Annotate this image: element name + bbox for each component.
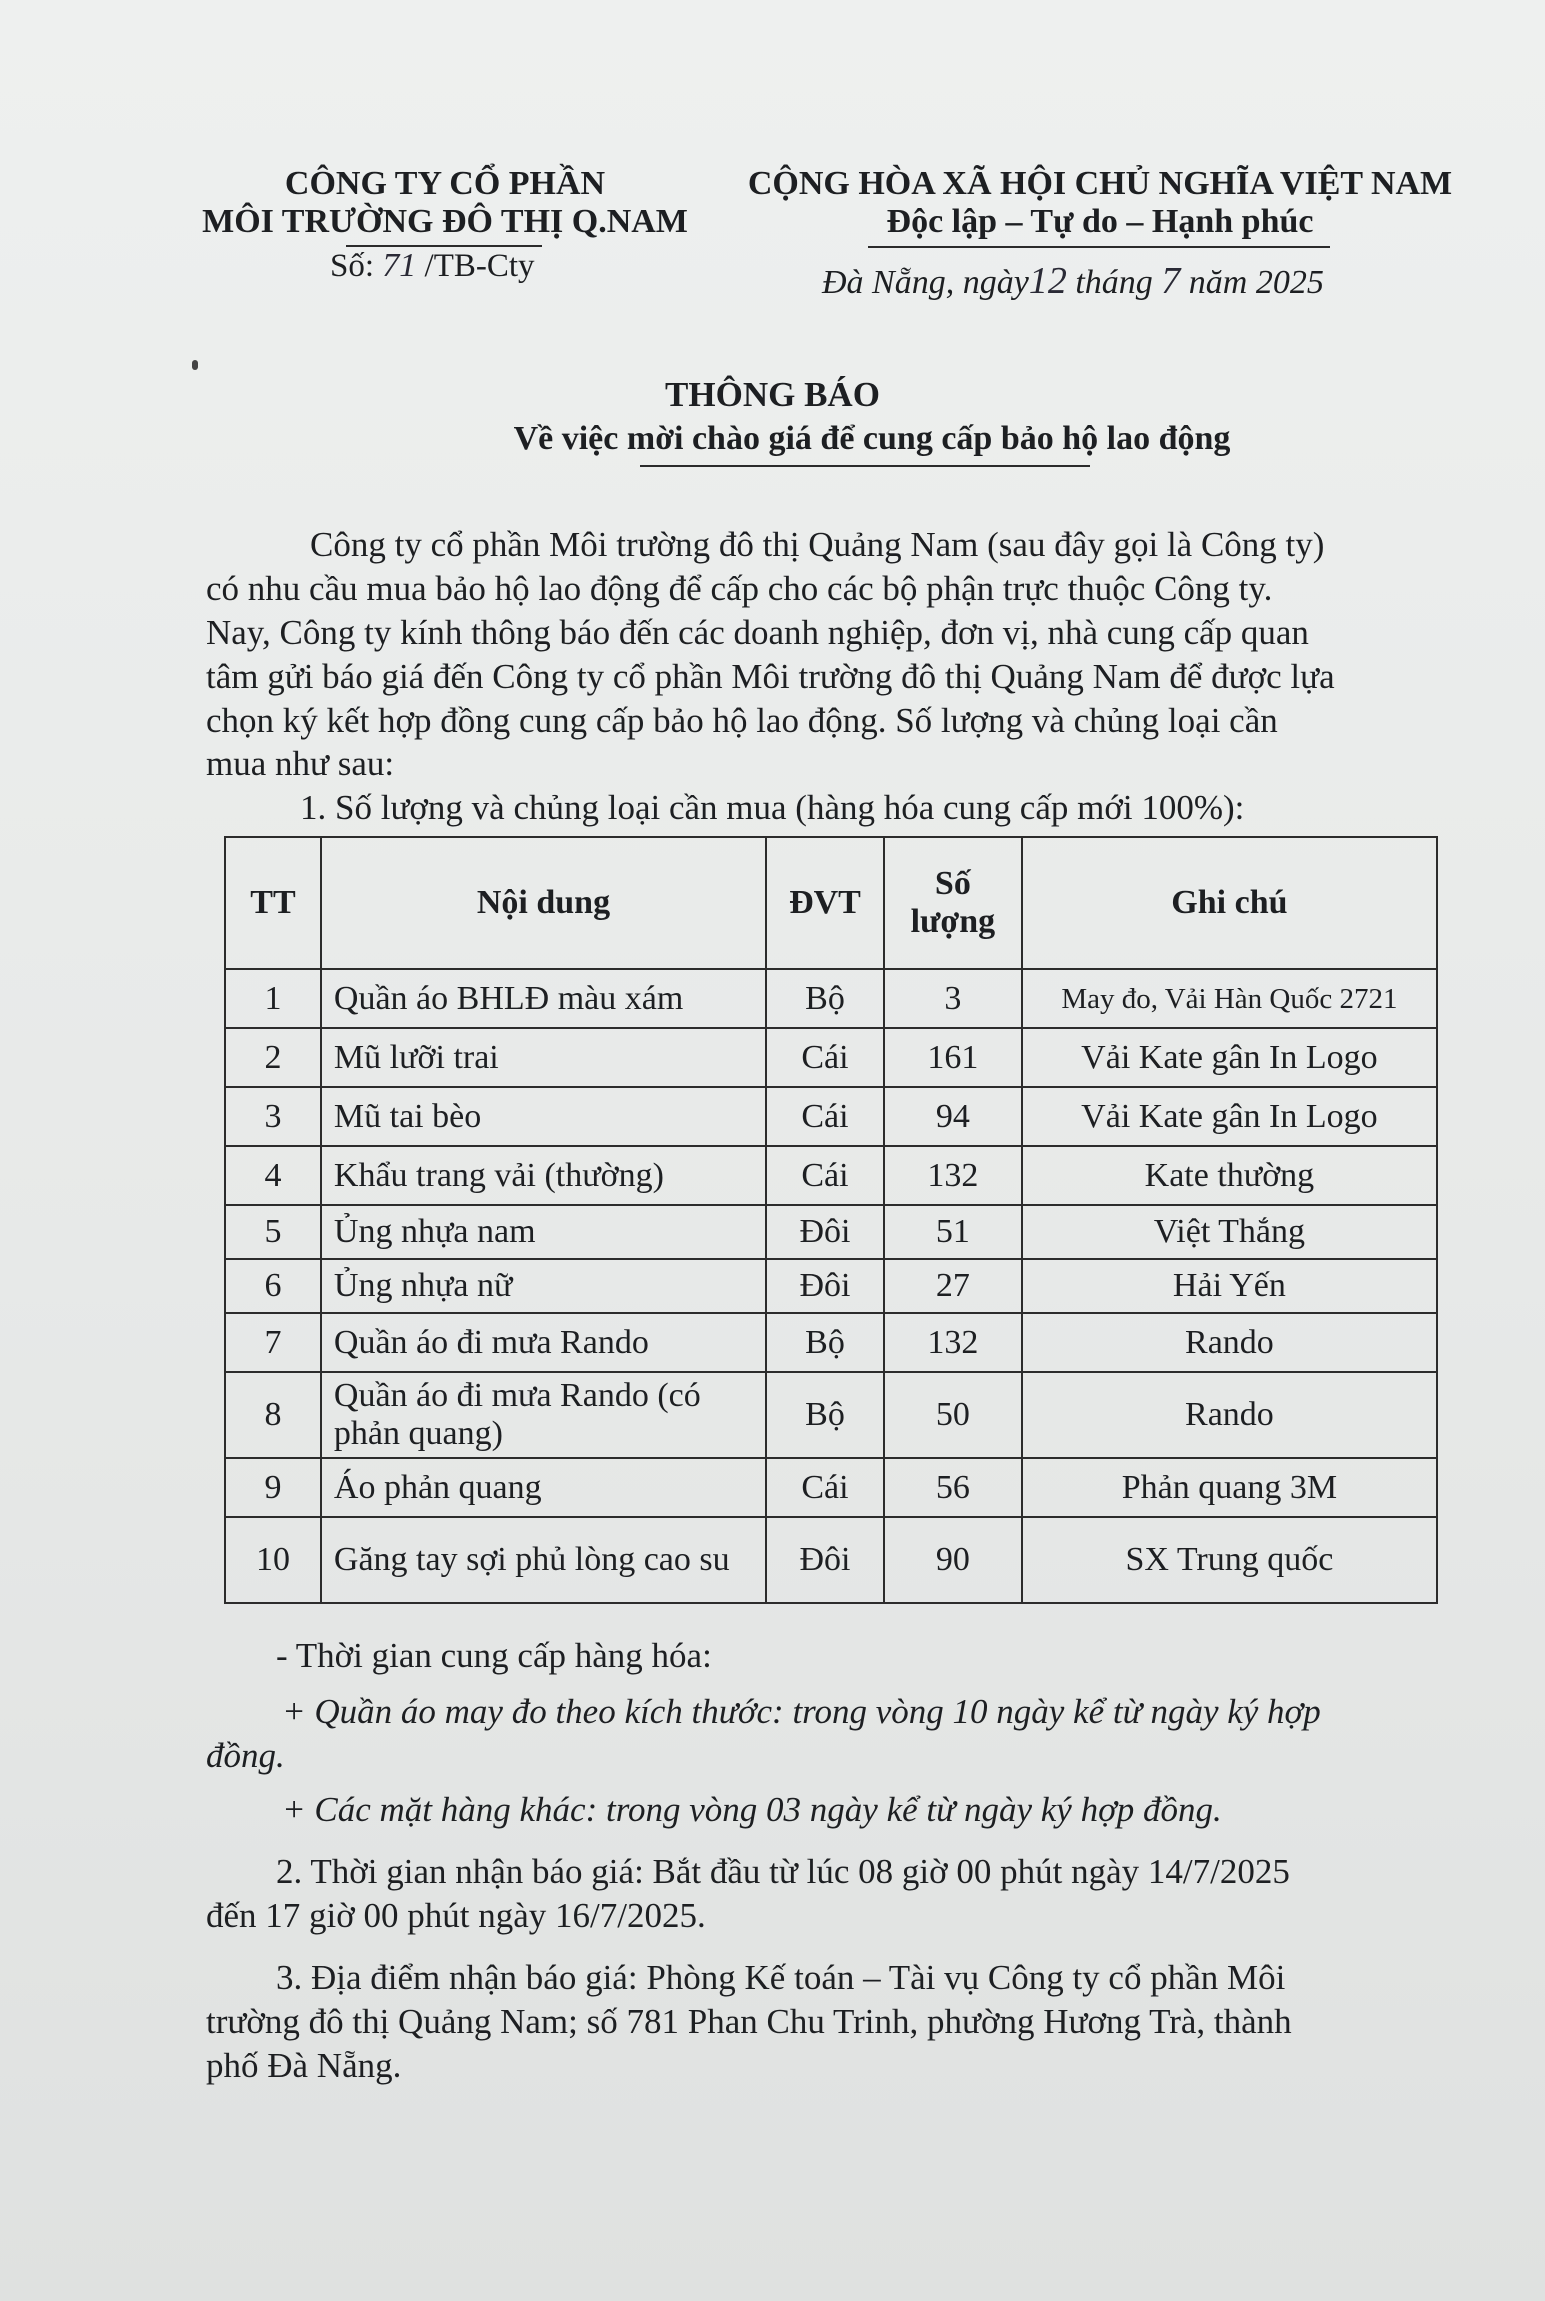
motto-underline <box>868 246 1330 248</box>
intro-line-4: tâm gửi báo giá đến Công ty cổ phần Môi trường đô thị Quảng Nam để được lựa <box>206 657 1335 696</box>
cell-note: Việt Thắng <box>1022 1205 1437 1259</box>
company-name-line2: MÔI TRƯỜNG ĐÔ THỊ Q.NAM <box>202 203 688 240</box>
cell-unit: Cái <box>766 1146 884 1205</box>
date-month-label: tháng <box>1075 264 1153 301</box>
cell-note: Rando <box>1022 1313 1437 1372</box>
cell-content: Mũ tai bèo <box>321 1087 766 1146</box>
delivery-item-1-line-1: + Quần áo may đo theo kích thước: trong vòng 10 ngày kể từ ngày ký hợp <box>282 1692 1321 1731</box>
section-1-heading: 1. Số lượng và chủng loại cần mua (hàng hóa cung cấp mới 100%): <box>300 788 1245 827</box>
cell-quantity: 56 <box>884 1458 1022 1517</box>
table-row <box>225 1313 1437 1372</box>
date-suffix: năm 2025 <box>1188 264 1324 301</box>
section-3-line-2: trường đô thị Quảng Nam; số 781 Phan Chu Trinh, phường Hương Trà, thành <box>206 2002 1292 2041</box>
cell-tt: 8 <box>225 1372 321 1458</box>
delivery-item-2: + Các mặt hàng khác: trong vòng 03 ngày kể từ ngày ký hợp đồng. <box>282 1790 1222 1829</box>
cell-unit: Đôi <box>766 1205 884 1259</box>
table-row <box>225 1205 1437 1259</box>
document-number-suffix: /TB-Cty <box>424 248 535 284</box>
cell-note: Rando <box>1022 1372 1437 1458</box>
table-row <box>225 1028 1437 1087</box>
cell-tt: 6 <box>225 1259 321 1313</box>
cell-quantity: 132 <box>884 1146 1022 1205</box>
goods-table <box>224 836 1438 1604</box>
cell-unit: Cái <box>766 1028 884 1087</box>
section-3-line-1: 3. Địa điểm nhận báo giá: Phòng Kế toán – Tài vụ Công ty cổ phần Môi <box>276 1958 1286 1997</box>
date-line <box>822 260 1324 304</box>
paper-mark <box>192 360 198 370</box>
cell-quantity: 27 <box>884 1259 1022 1313</box>
cell-tt: 2 <box>225 1028 321 1087</box>
date-month: 7 <box>1161 260 1181 302</box>
cell-content: Áo phản quang <box>321 1458 766 1517</box>
cell-unit: Cái <box>766 1087 884 1146</box>
delivery-label: - Thời gian cung cấp hàng hóa: <box>276 1636 712 1675</box>
cell-quantity: 90 <box>884 1517 1022 1603</box>
section-2-line-2: đến 17 giờ 00 phút ngày 16/7/2025. <box>206 1896 706 1935</box>
table-row <box>225 1458 1437 1517</box>
document-number <box>330 246 535 286</box>
cell-content: Quần áo BHLĐ màu xám <box>321 969 766 1028</box>
cell-content: Găng tay sợi phủ lòng cao su <box>321 1517 766 1603</box>
cell-tt: 9 <box>225 1458 321 1517</box>
column-header-content: Nội dung <box>321 837 766 969</box>
document-number-value: 71 <box>382 247 417 284</box>
column-header-tt: TT <box>225 837 321 969</box>
date-prefix: Đà Nẵng, ngày <box>822 264 1029 301</box>
cell-unit: Đôi <box>766 1517 884 1603</box>
cell-content: Quần áo đi mưa Rando <box>321 1313 766 1372</box>
table-row <box>225 1517 1437 1603</box>
cell-note: Phản quang 3M <box>1022 1458 1437 1517</box>
cell-tt: 7 <box>225 1313 321 1372</box>
delivery-item-1-line-2: đồng. <box>206 1736 285 1775</box>
cell-note: Kate thường <box>1022 1146 1437 1205</box>
cell-tt: 10 <box>225 1517 321 1603</box>
cell-unit: Bộ <box>766 969 884 1028</box>
cell-content: Mũ lưỡi trai <box>321 1028 766 1087</box>
cell-quantity: 94 <box>884 1087 1022 1146</box>
cell-quantity: 132 <box>884 1313 1022 1372</box>
table-row <box>225 1259 1437 1313</box>
cell-tt: 3 <box>225 1087 321 1146</box>
cell-quantity: 161 <box>884 1028 1022 1087</box>
cell-tt: 4 <box>225 1146 321 1205</box>
intro-line-5: chọn ký kết hợp đồng cung cấp bảo hộ lao động. Số lượng và chủng loại cần <box>206 701 1278 740</box>
cell-note: May đo, Vải Hàn Quốc 2721 <box>1022 969 1437 1028</box>
cell-tt: 1 <box>225 969 321 1028</box>
cell-note: Vải Kate gân In Logo <box>1022 1087 1437 1146</box>
cell-quantity: 50 <box>884 1372 1022 1458</box>
intro-line-3: Nay, Công ty kính thông báo đến các doanh nghiệp, đơn vị, nhà cung cấp quan <box>206 613 1309 652</box>
date-day: 12 <box>1028 260 1067 302</box>
column-header-note: Ghi chú <box>1022 837 1437 969</box>
section-3-line-3: phố Đà Nẵng. <box>206 2046 402 2085</box>
intro-line-2: có nhu cầu mua bảo hộ lao động để cấp cho các bộ phận trực thuộc Công ty. <box>206 569 1273 608</box>
document-number-prefix: Số: <box>330 248 375 284</box>
table-row <box>225 969 1437 1028</box>
table-row <box>225 1372 1437 1458</box>
cell-content: Ủng nhựa nữ <box>321 1259 766 1313</box>
cell-note: Vải Kate gân In Logo <box>1022 1028 1437 1087</box>
subject-underline <box>640 465 1090 467</box>
cell-quantity: 51 <box>884 1205 1022 1259</box>
cell-unit: Đôi <box>766 1259 884 1313</box>
table-header-row <box>225 837 1437 969</box>
notice-title: THÔNG BÁO <box>665 375 880 414</box>
cell-unit: Bộ <box>766 1313 884 1372</box>
table-row <box>225 1087 1437 1146</box>
cell-quantity: 3 <box>884 969 1022 1028</box>
cell-unit: Cái <box>766 1458 884 1517</box>
cell-content: Ủng nhựa nam <box>321 1205 766 1259</box>
cell-note: SX Trung quốc <box>1022 1517 1437 1603</box>
intro-line-6: mua như sau: <box>206 744 395 783</box>
cell-unit: Bộ <box>766 1372 884 1458</box>
country-name: CỘNG HÒA XÃ HỘI CHỦ NGHĨA VIỆT NAM <box>747 165 1453 202</box>
cell-tt: 5 <box>225 1205 321 1259</box>
column-header-quantity: Số lượng <box>884 837 1022 969</box>
column-header-unit: ĐVT <box>766 837 884 969</box>
company-name-line1: CÔNG TY CỔ PHẦN <box>284 165 606 202</box>
cell-note: Hải Yến <box>1022 1259 1437 1313</box>
notice-subject: Về việc mời chào giá để cung cấp bảo hộ lao động <box>513 420 1231 457</box>
table-row <box>225 1146 1437 1205</box>
cell-content: Khẩu trang vải (thường) <box>321 1146 766 1205</box>
national-motto: Độc lập – Tự do – Hạnh phúc <box>886 203 1314 240</box>
intro-line-1: Công ty cổ phần Môi trường đô thị Quảng Nam (sau đây gọi là Công ty) <box>310 525 1325 564</box>
section-2-line-1: 2. Thời gian nhận báo giá: Bắt đầu từ lúc 08 giờ 00 phút ngày 14/7/2025 <box>276 1852 1290 1891</box>
cell-content: Quần áo đi mưa Rando (có phản quang) <box>321 1372 766 1458</box>
